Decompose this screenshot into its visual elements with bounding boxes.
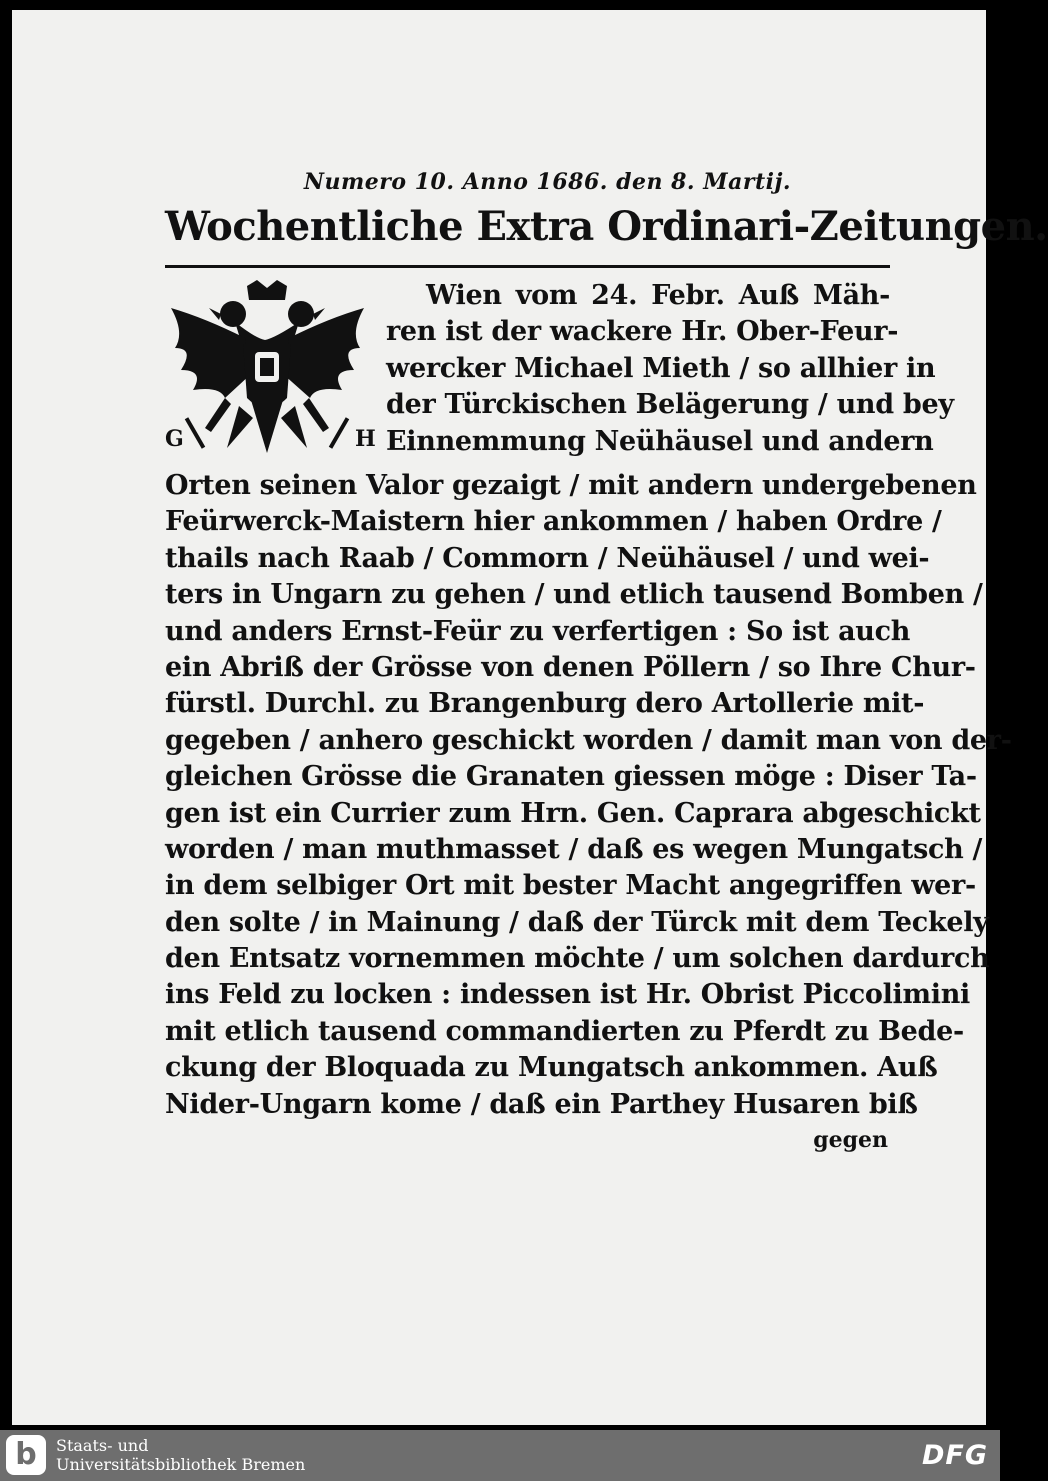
text-line: gleichen Grösse die Granaten giessen möge : Diser Ta- <box>165 761 977 793</box>
catchword: gegen <box>813 1127 888 1154</box>
text-line: ein Abriß der Grösse von denen Pöllern / so Ihre Chur- <box>165 651 976 683</box>
library-name[interactable] <box>56 1436 305 1474</box>
double-headed-eagle-icon <box>165 278 370 463</box>
library-footer <box>0 1430 1000 1481</box>
text-line: ters in Ungarn zu gehen / und etlich tausend Bomben / <box>165 579 983 611</box>
library-name-line1: Staats- und <box>56 1436 149 1455</box>
text-line: Einnemmung Neühäusel und andern <box>386 425 934 457</box>
decorated-initial <box>165 278 380 468</box>
library-logo-icon[interactable] <box>6 1435 46 1475</box>
newspaper-page <box>165 165 1048 1154</box>
title-rule <box>165 265 890 268</box>
text-line: gegeben / anhero geschickt worden / damit man von der- <box>165 724 1012 756</box>
text-line: und anders Ernst-Feür zu verfertigen : So ist auch <box>165 615 911 647</box>
initial-right-letter: H <box>355 426 376 452</box>
article-body <box>165 278 1012 1154</box>
text-line: Wien vom 24. Febr. Auß Mäh- <box>426 280 890 311</box>
text-line: ins Feld zu locken : indessen ist Hr. Obrist Piccolimini <box>165 979 971 1011</box>
page-title: Wochentliche Extra Ordinari-Zeitungen. <box>165 203 1048 250</box>
dfg-logo[interactable]: DFG <box>921 1440 988 1471</box>
text-line: thails nach Raab / Commorn / Neühäusel / und wei- <box>165 542 930 574</box>
text-line: den Entsatz vornemmen möchte / um solchen dardurch <box>165 943 990 975</box>
text-line: in dem selbiger Ort mit bester Macht angegriffen wer- <box>165 870 976 902</box>
text-line: fürstl. Durchl. zu Brangenburg dero Artollerie mit- <box>165 688 925 720</box>
text-line: ckung der Bloquada zu Mungatsch ankommen. Auß <box>165 1052 938 1084</box>
text-line: wercker Michael Mieth / so allhier in <box>386 352 936 384</box>
text-line: Feürwerck-Maistern hier ankommen / haben Ordre / <box>165 506 942 538</box>
text-line: der Türckischen Belägerung / und bey <box>386 389 954 421</box>
issue-line: Numero 10. Anno 1686. den 8. Martij. <box>303 169 792 195</box>
text-line: mit etlich tausend commandierten zu Pferdt zu Bede- <box>165 1015 964 1047</box>
library-name-line2: Universitätsbibliothek Bremen <box>56 1455 306 1474</box>
initial-left-letter: G <box>165 426 184 452</box>
text-line: ren ist der wackere Hr. Ober-Feur- <box>386 316 899 348</box>
library-logo-letter: b <box>15 1437 37 1472</box>
text-line: Orten seinen Valor gezaigt / mit andern undergebenen <box>165 470 977 501</box>
text-line: gen ist ein Currier zum Hrn. Gen. Caprara abgeschickt <box>165 797 981 829</box>
text-line: Nider-Ungarn kome / daß ein Parthey Husaren biß <box>165 1088 918 1120</box>
text-line: worden / man muthmasset / daß es wegen Mungatsch / <box>165 833 983 865</box>
text-line: den solte / in Mainung / daß der Türck mit dem Teckely <box>165 906 989 938</box>
